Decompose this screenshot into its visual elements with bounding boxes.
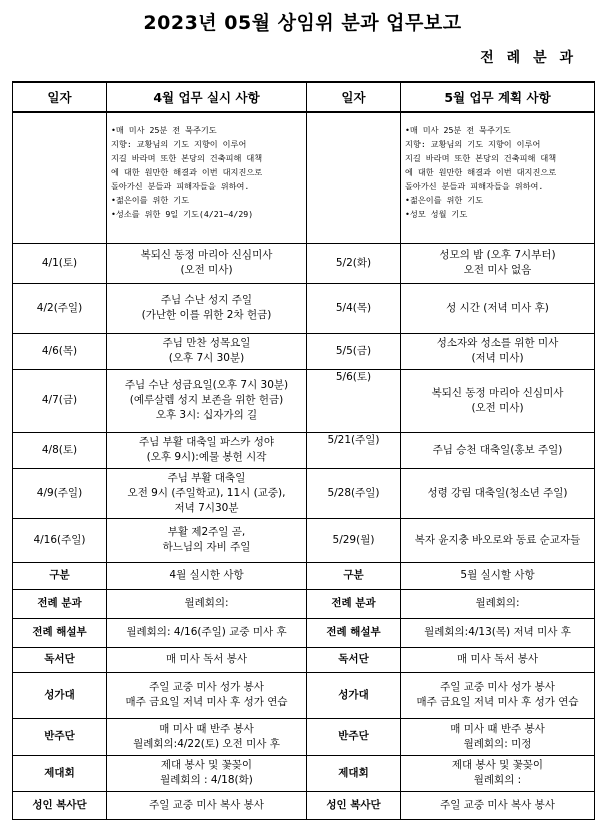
april-date: 4/8(토) (13, 432, 107, 468)
may-plan-line: 주님 승천 대축일(홍보 주일) (432, 443, 563, 456)
may-plan (401, 283, 595, 333)
april-activity-line: 주님 만찬 성목요일 (162, 337, 251, 349)
may-plan-line: (저녁 미사) (471, 352, 524, 364)
committee-name-april: 성인 복사단 (13, 791, 107, 819)
note-line: 돌아가신 분들과 피해자들을 위하여. (405, 181, 544, 191)
committee-april-activity-line: 주일 교중 미사 복사 봉사 (149, 798, 264, 811)
may-plan-line: 성모의 밤 (오후 7시부터) (439, 249, 556, 261)
committee-row (13, 618, 595, 647)
may-plan (401, 518, 595, 562)
committee-april-activity-line: 매 미사 때 반주 봉사 (159, 722, 254, 735)
committee-may-plan (401, 618, 595, 647)
schedule-row (13, 243, 595, 283)
committee-april-activity (107, 647, 307, 672)
note-line: •매 미사 25분 전 묵주기도 (405, 125, 511, 135)
note-line: 에 대한 원만한 해결과 이번 대지진으로 (405, 167, 557, 177)
committee-may-plan-line: 매 미사 독서 봉사 (456, 653, 538, 665)
committee-name-april: 전례 해설부 (13, 618, 107, 647)
note-line: 지향: 교황님의 기도 지향이 이루어 (405, 139, 541, 149)
committee-april-activity-line: 월례회의 : 4/18(화) (160, 774, 253, 786)
committee-april-activity-line: 제대 봉사 및 꽃꽂이 (160, 759, 253, 771)
schedule-row (13, 369, 595, 432)
committee-name-may: 전례 분과 (307, 589, 401, 618)
april-notes (107, 112, 307, 243)
note-line: •성소를 위한 9일 기도(4/21~4/29) (111, 209, 254, 219)
may-date: 5/6(토) (307, 369, 401, 432)
april-activity-line: 부활 제2주일 곧, (167, 526, 246, 538)
committee-may-plan-line: 주일 교중 미사 성가 봉사 (440, 681, 555, 693)
committee-row (13, 672, 595, 718)
may-date: 5/4(목) (307, 283, 401, 333)
committee-april-activity (107, 755, 307, 791)
committee-may-plan (401, 589, 595, 618)
committee-may-plan-line: 월례회의 : (473, 774, 522, 786)
committee-april-activity-line: 주일 교중 미사 성가 봉사 (149, 681, 264, 693)
april-activity (107, 518, 307, 562)
schedule-row (13, 283, 595, 333)
committee-row (13, 647, 595, 672)
note-line: •성모 성월 기도 (405, 209, 468, 219)
april-activity (107, 468, 307, 518)
may-plan-line: 오전 미사 없음 (463, 264, 532, 276)
header-date-april: 일자 (13, 82, 107, 112)
committee-header-row (13, 562, 595, 589)
april-activity-line: 주님 수난 성지 주일 (160, 294, 253, 306)
committee-name-may: 성가대 (307, 672, 401, 718)
committee-header-may: 5월 실시할 사항 (401, 562, 595, 589)
committee-may-plan-line: 매주 금요일 저녁 미사 후 성가 연습 (416, 696, 579, 708)
committee-name-may: 독서단 (307, 647, 401, 672)
may-plan (401, 432, 595, 468)
may-plan (401, 333, 595, 369)
committee-may-plan (401, 672, 595, 718)
may-plan (401, 369, 595, 432)
committee-name-april: 반주단 (13, 718, 107, 755)
april-date: 4/6(목) (13, 333, 107, 369)
committee-name-april: 독서단 (13, 647, 107, 672)
committee-may-plan (401, 791, 595, 819)
may-plan-line: 성령 강림 대축일(청소년 주일) (427, 486, 568, 499)
may-date: 5/28(주일) (307, 468, 401, 518)
header-row (13, 82, 595, 112)
may-plan (401, 468, 595, 518)
committee-may-plan-line: 월례회의: (475, 597, 520, 609)
april-activity (107, 283, 307, 333)
header-may-plans: 5월 업무 계획 사항 (401, 82, 595, 112)
may-plan-line: 성소자와 성소를 위한 미사 (436, 337, 559, 349)
may-date: 5/5(금) (307, 333, 401, 369)
note-line: 지길 바라며 또한 본당의 건축피해 대책 (405, 153, 557, 163)
committee-row (13, 791, 595, 819)
may-plan-line: 복되신 동정 마리아 신심미사 (431, 386, 564, 399)
committee-name-april: 성가대 (13, 672, 107, 718)
committee-name-may: 제대회 (307, 755, 401, 791)
notes-row (13, 112, 595, 243)
may-plan (401, 243, 595, 283)
note-line: 지길 바라며 또한 본당의 건축피해 대책 (111, 153, 263, 163)
april-activity-line: 오후 3시: 십자가의 길 (155, 409, 258, 421)
committee-label-may: 구분 (307, 562, 401, 589)
april-activity-line: (오후 9시):예물 봉헌 시작 (146, 451, 267, 463)
note-line: 지향: 교황님의 기도 지향이 이루어 (111, 139, 247, 149)
committee-april-activity-line: 월례회의:4/22(토) 오전 미사 후 (133, 737, 280, 750)
april-activity-line: 복되신 동정 마리아 신심미사 (140, 249, 273, 261)
committee-row (13, 718, 595, 755)
committee-may-plan-line: 월례회의:4/13(목) 저녁 미사 후 (424, 626, 571, 638)
schedule-row (13, 432, 595, 468)
may-date: 5/29(월) (307, 518, 401, 562)
notes-date-april (13, 112, 107, 243)
committee-april-activity (107, 672, 307, 718)
april-activity (107, 369, 307, 432)
committee-may-plan (401, 647, 595, 672)
committee-may-plan-line: 주일 교중 미사 복사 봉사 (440, 798, 555, 811)
page-title: 2023년 05월 상임위 분과 업무보고 (143, 12, 462, 34)
report-table (12, 81, 595, 820)
april-date: 4/16(주일) (13, 518, 107, 562)
header-date-may: 일자 (307, 82, 401, 112)
committee-april-activity-line: 매주 금요일 저녁 미사 후 성가 연습 (125, 696, 288, 708)
committee-name-april: 제대회 (13, 755, 107, 791)
committee-name-may: 반주단 (307, 718, 401, 755)
may-notes (401, 112, 595, 243)
may-plan-line: 복자 윤지충 바오로와 동료 순교자들 (414, 533, 581, 546)
committee-row (13, 589, 595, 618)
committee-april-activity-line: 월례회의: 4/16(주일) 교중 미사 후 (126, 626, 287, 638)
april-activity (107, 243, 307, 283)
may-plan-line: 성 시간 (저녁 미사 후) (446, 301, 549, 314)
may-date: 5/21(주일) (307, 432, 401, 468)
notes-date-may (307, 112, 401, 243)
april-activity (107, 432, 307, 468)
committee-label-april: 구분 (13, 562, 107, 589)
committee-april-activity (107, 791, 307, 819)
april-activity-line: 하느님의 자비 주일 (162, 541, 251, 553)
april-activity-line: (가난한 이를 위한 2차 헌금) (141, 309, 272, 321)
note-line: 에 대한 원만한 해결과 이번 대지진으로 (111, 167, 263, 177)
schedule-row (13, 468, 595, 518)
april-activity-line: (오후 7시 30분) (168, 352, 245, 364)
april-activity-line: 저녁 7시30분 (174, 501, 239, 514)
committee-may-plan-line: 월례회의: 미정 (463, 737, 532, 750)
committee-name-may: 전례 해설부 (307, 618, 401, 647)
note-line: 돌아가신 분들과 피해자들을 위하여. (111, 181, 250, 191)
april-activity-line: 오전 9시 (주일학교), 11시 (교중), (127, 486, 286, 499)
april-activity-line: 주님 부활 대축일 파스카 성야 (138, 436, 275, 448)
april-date: 4/1(토) (13, 243, 107, 283)
committee-header-april: 4월 실시한 사항 (107, 562, 307, 589)
header-april-activities: 4월 업무 실시 사항 (107, 82, 307, 112)
committee-may-plan (401, 718, 595, 755)
committee-april-activity (107, 589, 307, 618)
schedule-row (13, 333, 595, 369)
april-activity-line: 주님 수난 성금요일(오후 7시 30분) (124, 379, 289, 391)
committee-april-activity (107, 718, 307, 755)
april-activity-line: (오전 미사) (180, 264, 233, 276)
april-activity-line: 주님 부활 대축일 (167, 471, 246, 484)
note-line: •젊은이를 위한 기도 (111, 195, 190, 205)
may-date: 5/2(화) (307, 243, 401, 283)
committee-april-activity (107, 618, 307, 647)
april-date: 4/2(주일) (13, 283, 107, 333)
schedule-row (13, 518, 595, 562)
april-activity (107, 333, 307, 369)
committee-may-plan (401, 755, 595, 791)
note-line: •매 미사 25분 전 묵주기도 (111, 125, 217, 135)
committee-row (13, 755, 595, 791)
committee-name-april: 전례 분과 (13, 589, 107, 618)
note-line: •젊은이를 위한 기도 (405, 195, 484, 205)
may-plan-line: (오전 미사) (471, 401, 524, 414)
april-date: 4/9(주일) (13, 468, 107, 518)
committee-may-plan-line: 제대 봉사 및 꽃꽂이 (451, 759, 544, 771)
committee-name-may: 성인 복사단 (307, 791, 401, 819)
april-activity-line: (예루살렘 성지 보존을 위한 헌금) (129, 394, 284, 406)
committee-april-activity-line: 매 미사 독서 봉사 (165, 653, 247, 665)
committee-april-activity-line: 월례회의: (184, 597, 229, 609)
committee-may-plan-line: 매 미사 때 반주 봉사 (450, 722, 545, 735)
april-date: 4/7(금) (13, 369, 107, 432)
department-label: 전 례 분 과 (480, 50, 577, 66)
